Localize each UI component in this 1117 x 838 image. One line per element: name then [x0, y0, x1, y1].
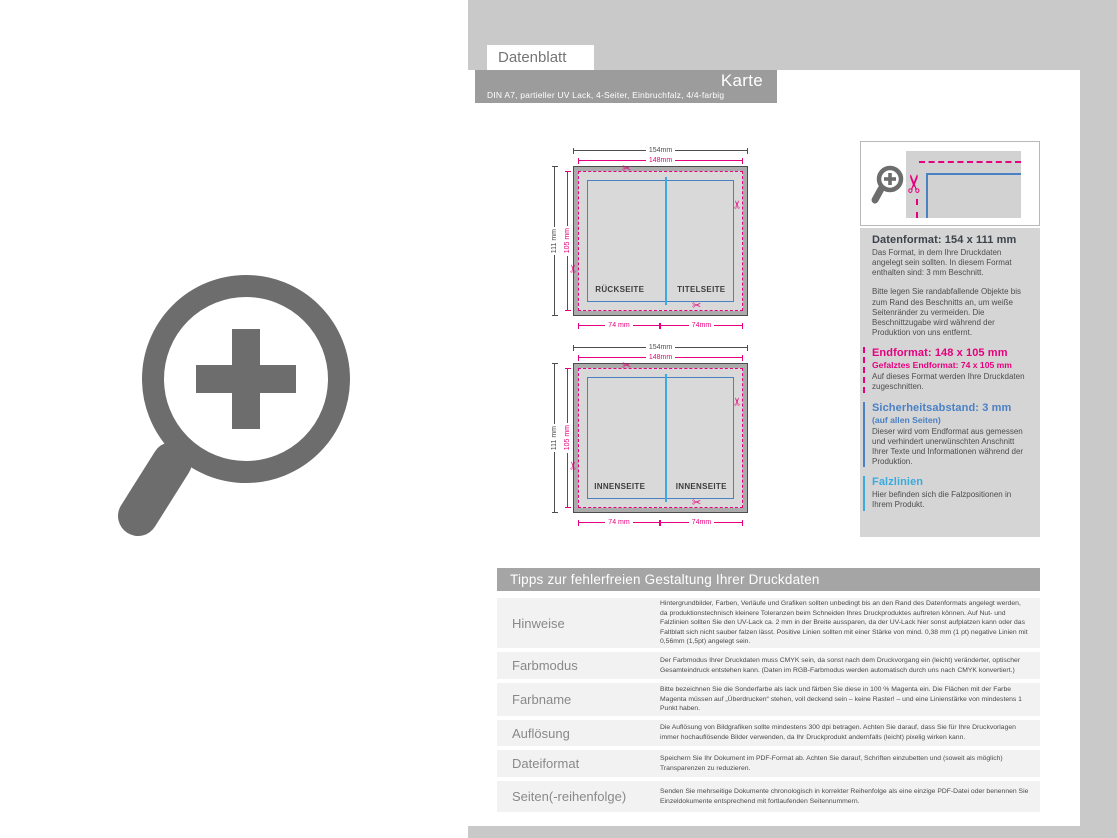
section-datenformat	[872, 234, 1030, 338]
section-title: Endformat: 148 x 105 mm	[872, 347, 1008, 360]
tip-row-label: Seiten(-reihenfolge)	[512, 789, 627, 804]
dim-label: 74 mm	[608, 519, 630, 526]
page-label-right: TITELSEITE	[677, 285, 726, 294]
section-body: Bitte legen Sie randabfallende Objekte bis zum Rand des Beschnitts an, um weiße Seitenränder zu vermeiden. Die Beschnittzugabe wird während der Produktion von uns entfernt.	[872, 287, 1021, 338]
diagram-inside-pages	[551, 344, 748, 530]
tips-header-bar	[497, 568, 1040, 591]
section-falzlinien	[863, 476, 1030, 510]
scissors-icon: ✂	[568, 460, 581, 471]
dim-label: 74mm	[691, 322, 712, 329]
scissors-icon: ✂	[692, 497, 702, 509]
dim-endformat-height	[563, 171, 572, 311]
section-title: Sicherheitsabstand: 3 mm	[872, 401, 1012, 414]
scissors-icon: ✂	[692, 300, 702, 312]
tip-row-text: Speichern Sie Ihr Dokument im PDF-Format ab. Achten Sie darauf, Schriften einzubetten und (soweit als möglich) Transparenzen zu reduzieren.	[660, 754, 1003, 772]
product-title: Karte	[720, 71, 763, 90]
tip-row-dateiformat	[497, 750, 1040, 777]
dim-label: 148mm	[648, 157, 673, 164]
section-endformat	[863, 347, 1030, 392]
dim-label: 105 mm	[564, 425, 571, 451]
section-subtitle: (auf allen Seiten)	[872, 414, 941, 425]
page-label-left: RÜCKSEITE	[595, 285, 645, 294]
product-title-bar	[475, 70, 777, 103]
datenformat-area	[568, 360, 748, 513]
tip-row-label: Farbmodus	[512, 658, 578, 673]
tips-title: Tipps zur fehlerfreien Gestaltung Ihrer Druckdaten	[510, 572, 820, 587]
tip-row-hinweise	[497, 598, 1040, 648]
section-title: Falzlinien	[872, 476, 924, 489]
scissors-icon: ✂	[732, 199, 745, 210]
legend-safety-line-horizontal	[926, 173, 1021, 175]
product-subtitle: DIN A7, partieller UV Lack, 4-Seiter, Einbruchfalz, 4/4-farbig	[487, 90, 725, 100]
endformat-area	[578, 171, 743, 311]
datenformat-area	[568, 163, 748, 316]
scissors-icon: ✂	[568, 263, 581, 274]
dim-half-left	[578, 322, 660, 329]
legend-cut-line-horizontal	[919, 161, 1021, 163]
tip-row-text: Bitte bezeichnen Sie die Sonderfarbe als lack und färben Sie diese in 100 % Magenta ein. Die Flächen mit der Farbe Magenta müssen auf „Überdrucken“ stehen, voll deckend sein – keine Raster! – und eine Linienstärke von mindestens 1 Punkt haben.	[660, 686, 1022, 713]
legend-corner-diagram	[900, 151, 1021, 218]
dim-datenformat-height	[550, 363, 559, 513]
tip-row-farbname	[497, 683, 1040, 716]
dim-datenformat-width	[573, 344, 748, 351]
dim-label: 74mm	[691, 519, 712, 526]
diagram-outside-pages	[551, 147, 748, 333]
pdf-viewer-background	[468, 0, 1117, 838]
tip-row-label: Dateiformat	[512, 756, 580, 771]
datenblatt-tab	[487, 45, 594, 70]
tip-row-label: Hinweise	[512, 615, 565, 631]
dim-label: 148mm	[648, 354, 673, 361]
legend-box	[860, 141, 1040, 226]
scissors-icon: ✂	[622, 360, 632, 372]
dim-label: 111 mm	[551, 228, 558, 254]
section-body: Auf dieses Format werden Ihre Druckdaten zugeschnitten.	[872, 372, 1025, 392]
section-body: Dieser wird vom Endformat aus gemessen und verhindert unerwünschten Anschnitt Ihrer Texte und Informationen während der Produktion.	[872, 426, 1024, 467]
page-label-left: INNENSEITE	[594, 482, 646, 491]
dim-endformat-width	[578, 354, 743, 361]
tip-row-text: Die Auflösung von Bildgrafiken sollte mindestens 300 dpi betragen. Achten Sie darauf, dass Sie für Ihre Druckvorlagen immer hochauflösende Bilder verwenden, da Ihr Druckprodukt andernfalls (leicht) pixelig wirken kann.	[660, 724, 1016, 741]
safety-margin-outline	[587, 377, 734, 499]
tip-row-label: Auflösung	[512, 725, 570, 741]
magnifier-plus-icon	[108, 246, 353, 546]
scissors-icon: ✂	[732, 396, 745, 407]
dim-label: 74 mm	[608, 322, 630, 329]
section-body: Hier befinden sich die Falzpositionen in Ihrem Produkt.	[872, 490, 1012, 510]
scissors-icon: ✂	[900, 173, 929, 194]
tip-row-text: Hintergrundbilder, Farben, Verläufe und Grafiken sollten unbedingt bis an den Rand des Datenformats angelegt werden, da produktionstechnisch kleinere Toleranzen beim Schneiden Ihres Druckproduktes auftreten können. Auf Nut- und Falzlinien sollten Sie den UV-Lack ca. 2 mm in der Breite aussparen, da der UV-Lack hier sonst aufplatzen kann oder das Faltblatt sich nicht sauber falzen lässt. Positive Linien sollten mit einer Stärke von mind. 0,38 mm (1 pt) negative Linien mit 0,56mm (1,5pt) angelegt sein.	[660, 600, 1028, 646]
tip-row-farbmodus	[497, 652, 1040, 679]
dim-label: 154mm	[648, 147, 673, 154]
tip-row-label: Farbname	[512, 692, 572, 707]
section-title: Datenformat: 154 x 111 mm	[872, 234, 1017, 246]
section-sicherheitsabstand	[863, 402, 1030, 468]
tip-row-text: Der Farbmodus Ihrer Druckdaten muss CMYK sein, da sonst nach dem Druckvorgang ein (leicht) veränderter, optischer Gesamteindruck entstehen kann. (Daten im RGB-Farbmodus werden automatisch durch uns nach CMYK konvertiert.)	[660, 656, 1021, 674]
dim-label: 105 mm	[564, 228, 571, 254]
dim-endformat-height	[563, 368, 572, 508]
tip-row-aufloesung	[497, 720, 1040, 746]
legend-cut-line-vertical	[916, 199, 918, 218]
format-info-panel	[860, 228, 1040, 537]
endformat-area	[578, 368, 743, 508]
dim-half-right	[660, 322, 743, 329]
dim-endformat-width	[578, 157, 743, 164]
page-label-right: INNENSEITE	[675, 482, 727, 491]
dim-datenformat-width	[573, 147, 748, 154]
dim-label: 154mm	[648, 344, 673, 351]
datenblatt-tab-label: Datenblatt	[498, 49, 567, 66]
dim-label: 111 mm	[551, 425, 558, 451]
tip-row-seitenreihenfolge	[497, 781, 1040, 812]
section-body: Das Format, in dem Ihre Druckdaten angelegt sein sollten. In diesem Format enthalten sind: 3 mm Beschnitt.	[872, 248, 1012, 278]
dim-half-right	[660, 519, 743, 526]
section-subtitle: Gefalztes Endformat: 74 x 105 mm	[872, 360, 1012, 371]
scissors-icon: ✂	[622, 163, 632, 175]
dim-half-left	[578, 519, 660, 526]
dim-datenformat-height	[550, 166, 559, 316]
left-pane	[0, 0, 468, 838]
safety-margin-outline	[587, 180, 734, 302]
tip-row-text: Senden Sie mehrseitige Dokumente chronologisch in korrekter Reihenfolge als eine einzige PDF-Datei oder benennen Sie Einzeldokumente entsprechend mit fortlaufenden Seitennummern.	[660, 787, 1029, 805]
